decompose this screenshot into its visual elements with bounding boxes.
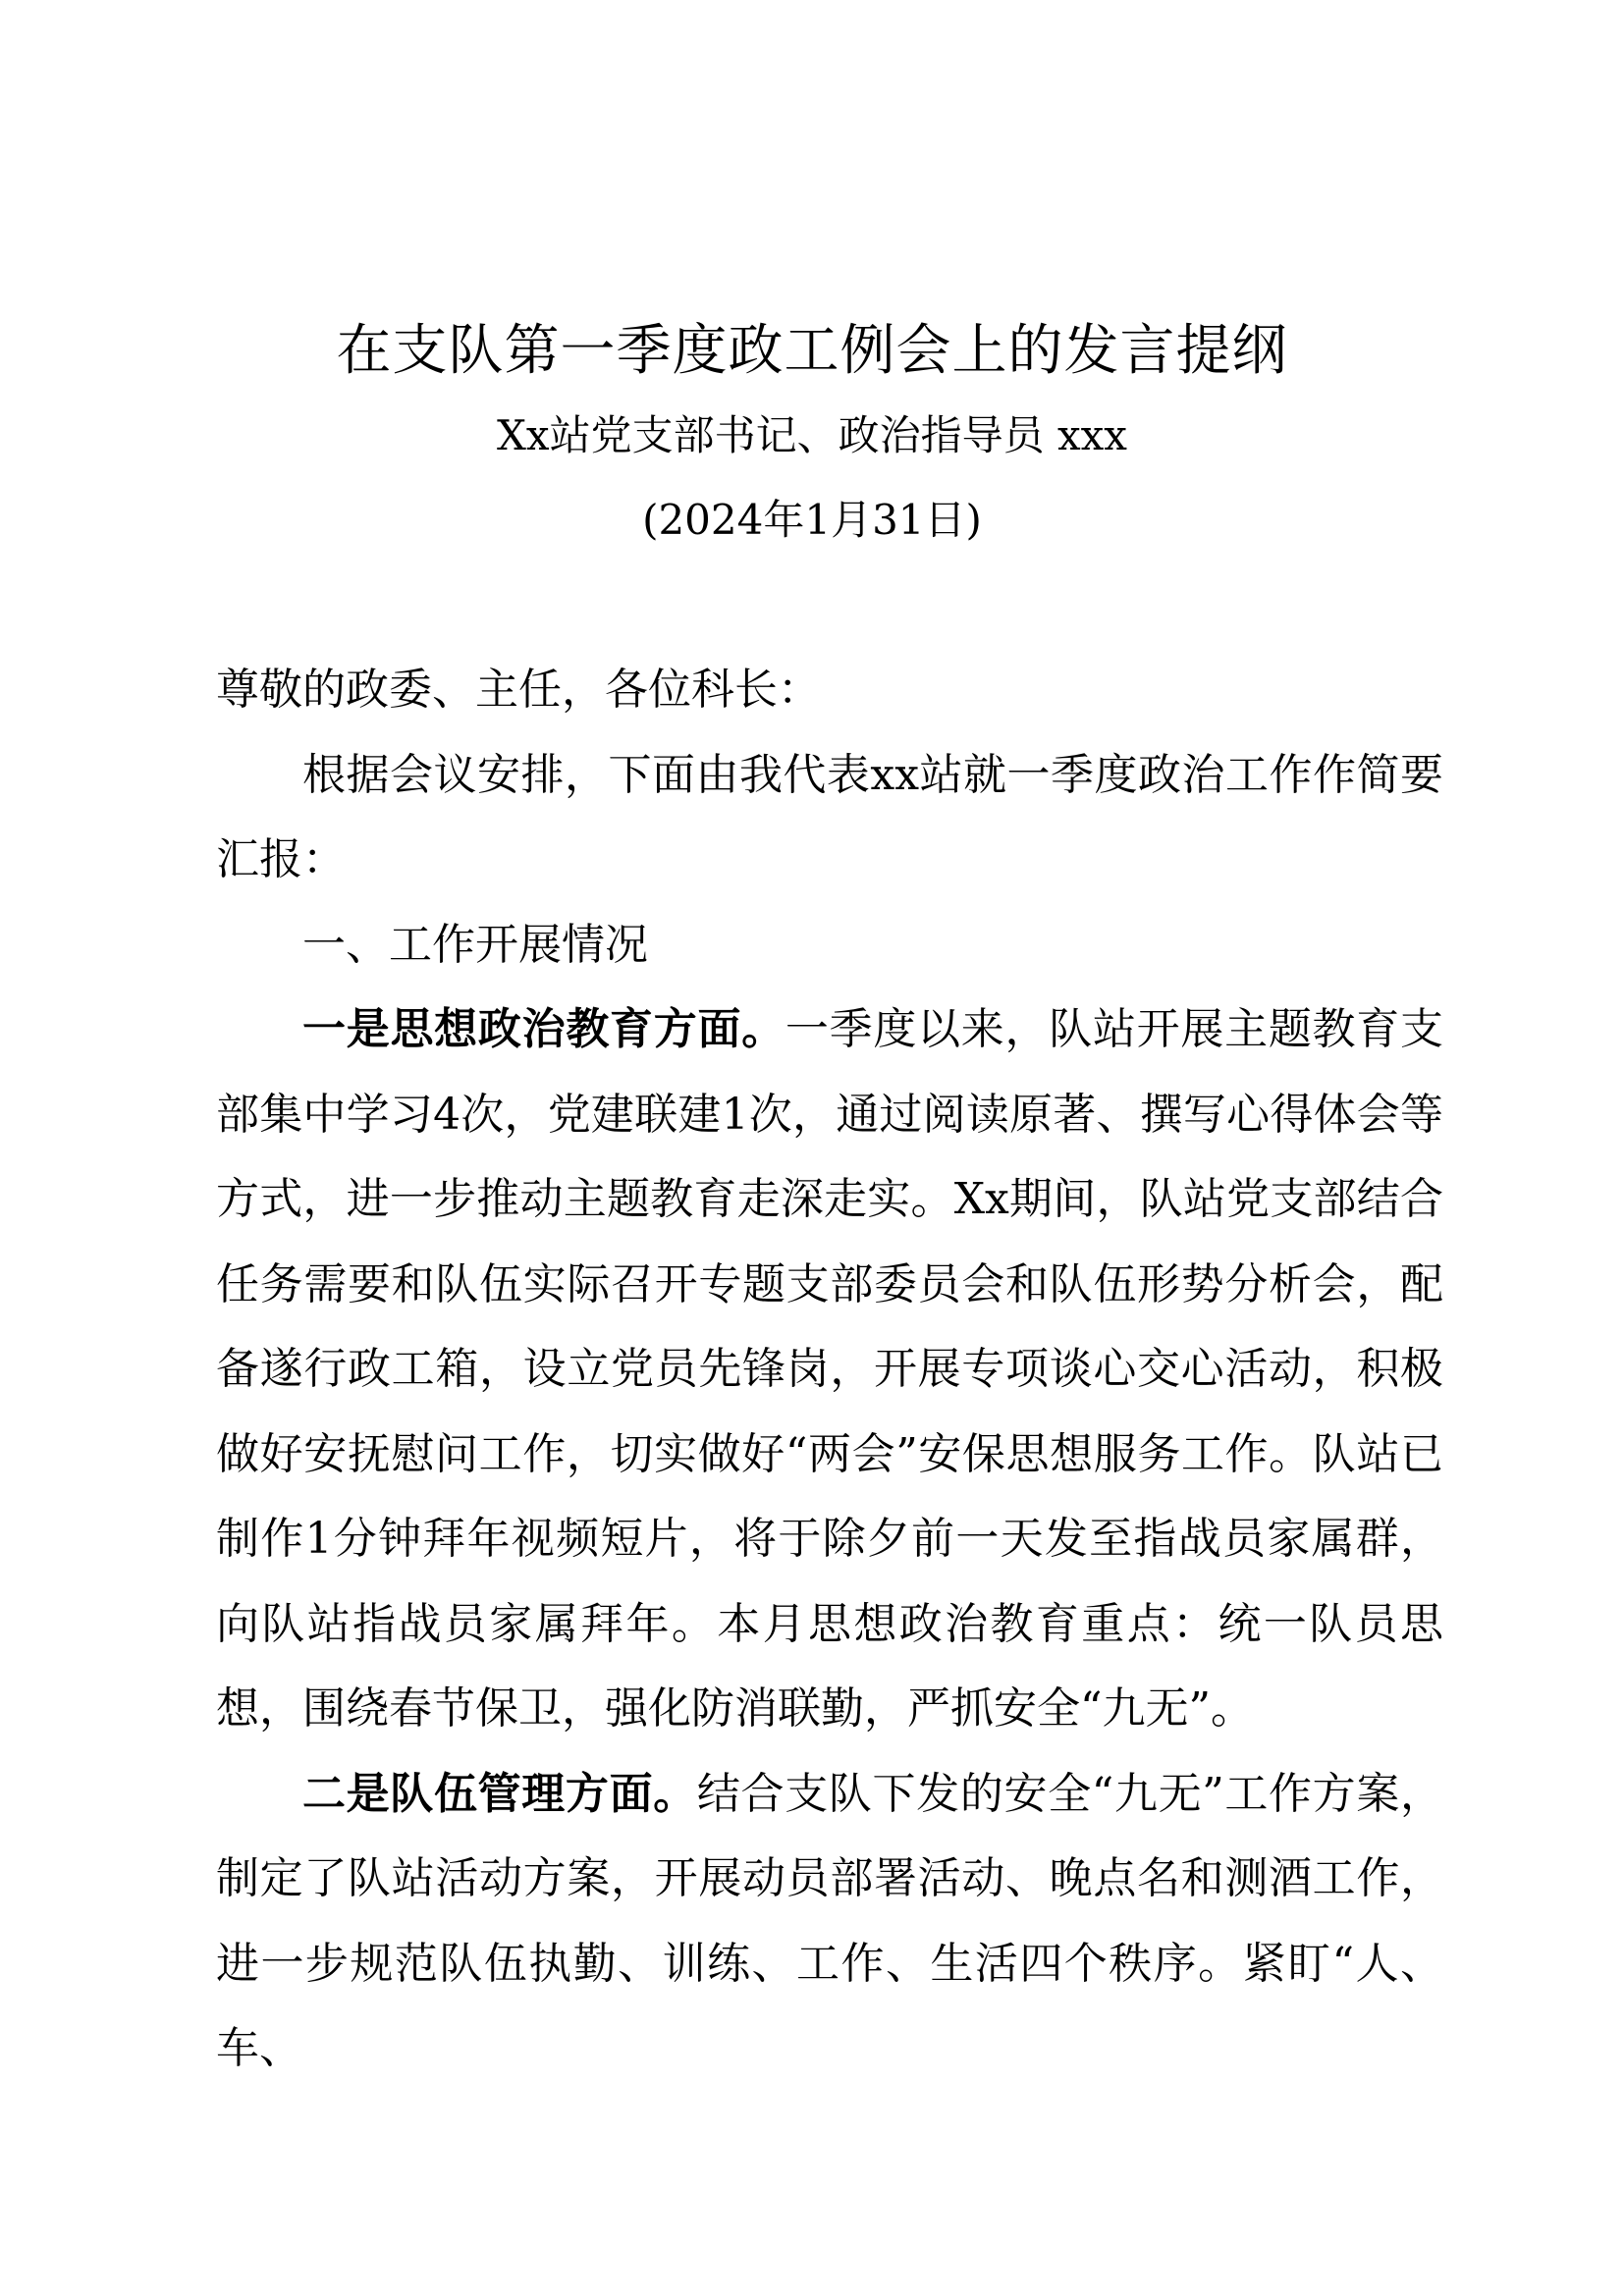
date-line: (2024年1月31日) <box>642 496 982 544</box>
intro-paragraph: 根据会议安排，下面由我代表xx站就一季度政治工作作简要汇报： <box>216 749 1443 884</box>
paragraph-lead: 一是思想政治教育方面。 <box>302 1004 785 1054</box>
document-title: 在支队第一季度政工例会上的发言提纲 <box>336 319 1288 383</box>
salutation: 尊敬的政委、主任，各位科长： <box>216 665 821 715</box>
paragraph-ideological-education <box>216 988 1443 1752</box>
paragraph-team-management <box>216 1752 1443 2092</box>
section-heading: 一、工作开展情况 <box>302 919 648 970</box>
paragraph-text: 一季度以来，队站开展主题教育支部集中学习4次，党建联建1次，通过阅读原著、撰写心得体会等方式，进一步推动主题教育走深走实。Xx期间，队站党支部结合任务需要和队伍实际召开专题支部委员会和队伍形势分析会，配备遂行政工箱，设立党员先锋岗，开展专项谈心交心活动，积极做好安抚慰问工作，切实做好“两会”安保思想服务工作。队站已制作1分钟拜年视频短片，将于除夕前一天发至指战员家属群，向队站指战员家属拜年。本月思想政治教育重点：统一队员思想，围绕春节保卫，强化防消联勤，严抓安全“九无”。 <box>216 1004 1444 1734</box>
author-line: Xx站党支部书记、政治指导员 xxx <box>497 411 1127 459</box>
paragraph-lead: 二是队伍管理方面。 <box>302 1768 697 1819</box>
paragraph-text: 结合支队下发的安全“九无”工作方案，制定了队站活动方案，开展动员部署活动、晚点名和测酒工作，进一步规范队伍执勤、训练、工作、生活四个秩序。紧盯“人、车、 <box>216 1768 1443 2073</box>
document-body <box>216 648 1443 2092</box>
